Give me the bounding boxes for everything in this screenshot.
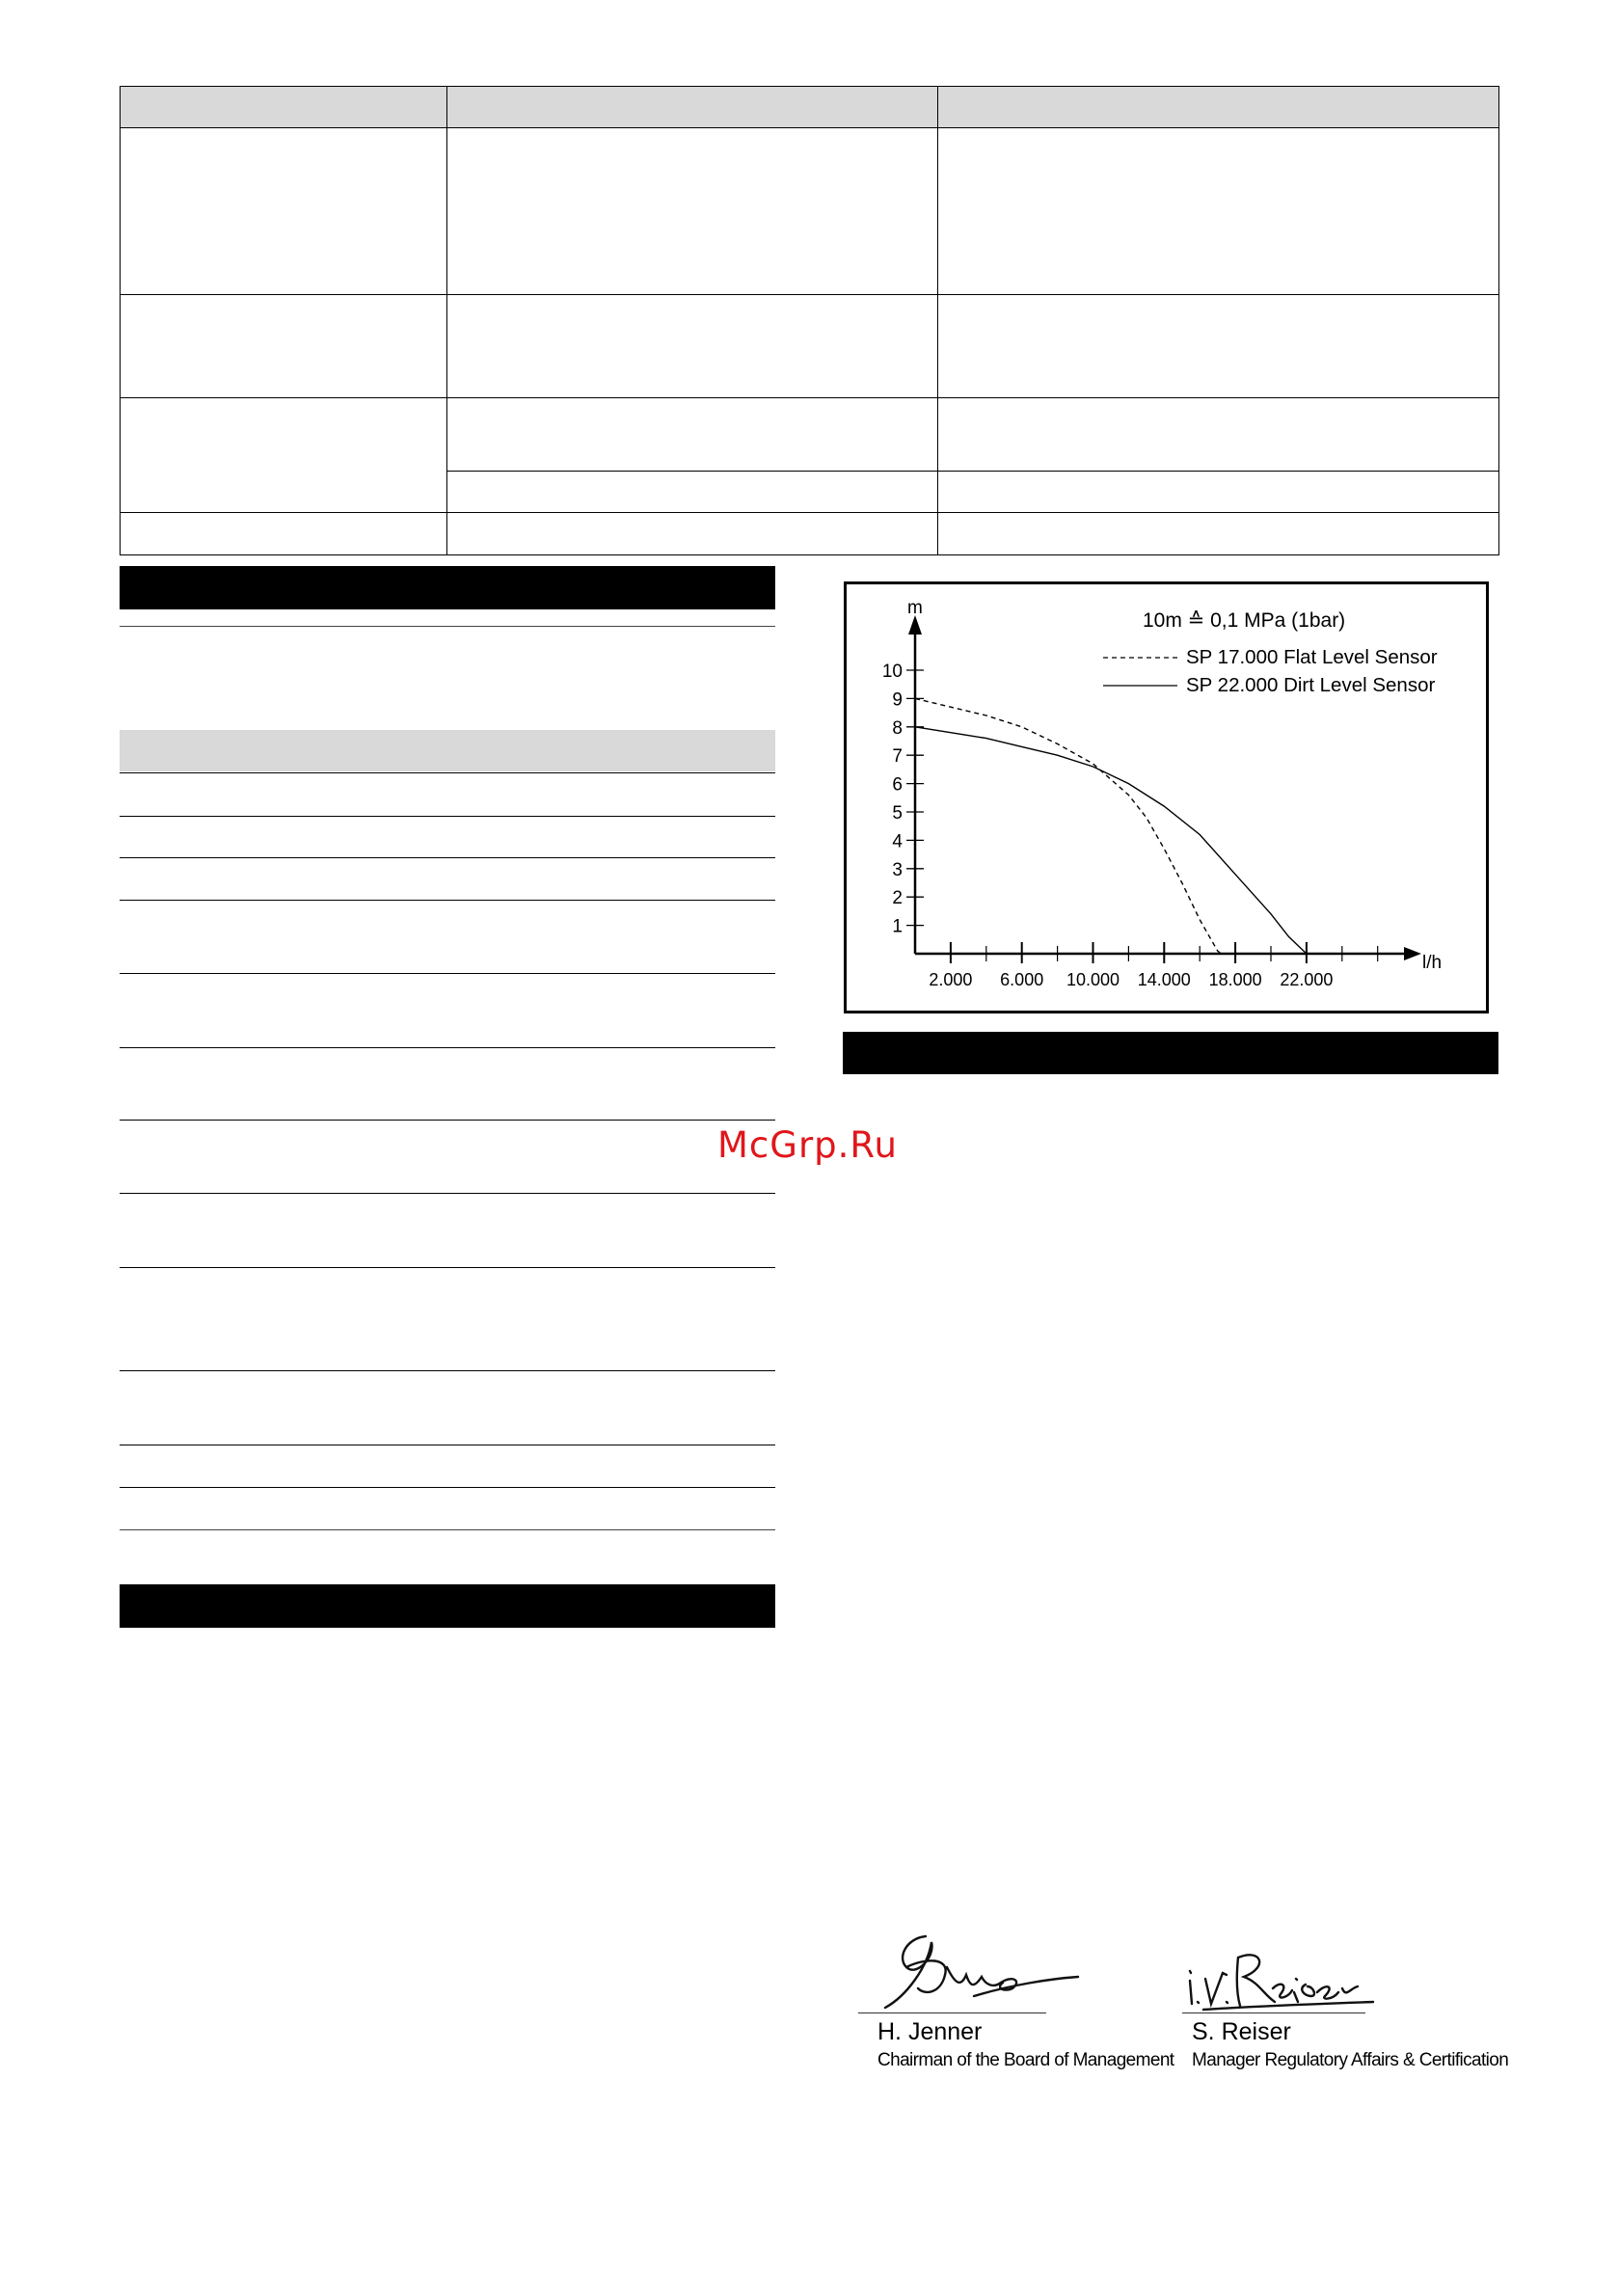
signatory-title: Manager Regulatory Affairs & Certification	[1192, 2050, 1509, 2070]
watermark: McGrp.Ru	[717, 1124, 898, 1166]
signature-line	[1182, 2012, 1365, 2013]
handwritten-signature	[868, 1929, 1080, 2015]
table-row-divider	[120, 973, 775, 974]
x-axis-label: l/h	[1422, 953, 1443, 973]
signature-line	[858, 2012, 1046, 2013]
table-cell	[121, 398, 447, 513]
x-tick-label: 6.000	[1000, 970, 1044, 989]
table-row-divider	[120, 816, 775, 817]
technical-data-header	[120, 730, 775, 771]
legend-label: SP 17.000 Flat Level Sensor	[1186, 646, 1438, 668]
table-row-divider	[120, 857, 775, 858]
table-row-divider	[120, 1047, 775, 1048]
table-header-cell	[447, 87, 938, 128]
series-line-flat-sensor	[915, 698, 1221, 954]
table-row-divider	[120, 772, 775, 773]
table-cell	[938, 128, 1499, 295]
y-axis-label: m	[907, 598, 923, 618]
signatory-title: Chairman of the Board of Management	[877, 2050, 1174, 2070]
table-cell	[938, 295, 1499, 398]
table-header-row	[121, 87, 1499, 128]
table-row	[121, 398, 1499, 472]
chart-axes	[882, 615, 1421, 989]
y-tick-label: 8	[892, 717, 903, 739]
x-tick-label: 18.000	[1208, 970, 1262, 989]
signature-jenner	[868, 1929, 1080, 2015]
signature-reiser	[1184, 1929, 1377, 2015]
y-tick-label: 7	[892, 746, 903, 768]
table-row-divider	[120, 1529, 775, 1530]
table-cell	[447, 398, 938, 472]
x-tick-label: 14.000	[1137, 970, 1191, 989]
pressure-note: 10m ≙ 0,1 MPa (1bar)	[1143, 609, 1346, 632]
table-cell	[121, 128, 447, 295]
table-row-divider	[120, 1193, 775, 1194]
table-header-cell	[121, 87, 447, 128]
table-row	[121, 295, 1499, 398]
table-row-divider	[120, 1267, 775, 1268]
table-cell	[938, 398, 1499, 472]
x-tick-label: 22.000	[1280, 970, 1334, 989]
table-cell	[447, 295, 938, 398]
signatory-name: S. Reiser	[1192, 2018, 1291, 2045]
legend-label: SP 22.000 Dirt Level Sensor	[1186, 674, 1436, 696]
y-tick-label: 9	[892, 689, 903, 711]
table-row-divider	[120, 1370, 775, 1371]
divider	[120, 626, 775, 627]
table-header-cell	[938, 87, 1499, 128]
section-heading-bar	[120, 1584, 775, 1628]
table-cell	[447, 513, 938, 555]
y-tick-label: 2	[892, 888, 903, 909]
handwritten-signature	[1184, 1929, 1377, 2015]
x-tick-label: 10.000	[1066, 970, 1120, 989]
table-cell	[938, 513, 1499, 555]
signatory-name: H. Jenner	[877, 2018, 983, 2045]
y-tick-label: 5	[892, 803, 903, 824]
table-row	[121, 513, 1499, 555]
table-row-divider	[120, 900, 775, 901]
section-heading-bar	[120, 566, 775, 609]
chart-series	[915, 698, 1307, 954]
table-cell	[938, 472, 1499, 513]
spec-table	[120, 86, 1499, 555]
y-tick-label: 6	[892, 774, 903, 796]
y-axis-arrow	[908, 615, 922, 635]
x-axis-arrow	[1404, 947, 1421, 960]
table-cell	[447, 128, 938, 295]
section-heading-bar	[843, 1032, 1498, 1074]
table-row-divider	[120, 1120, 775, 1121]
y-tick-label: 1	[892, 916, 903, 937]
table-cell	[121, 513, 447, 555]
table-cell	[447, 472, 938, 513]
table-row-divider	[120, 1487, 775, 1488]
x-tick-label: 2.000	[929, 970, 973, 989]
series-line-dirt-sensor	[915, 727, 1307, 954]
pump-curve-chart	[844, 581, 1489, 1013]
table-cell	[121, 295, 447, 398]
table-row	[121, 128, 1499, 295]
y-tick-label: 10	[881, 662, 903, 682]
chart-canvas	[847, 584, 1486, 1011]
chart-legend	[1103, 646, 1438, 696]
y-tick-label: 4	[892, 831, 903, 852]
y-tick-label: 3	[892, 859, 903, 880]
